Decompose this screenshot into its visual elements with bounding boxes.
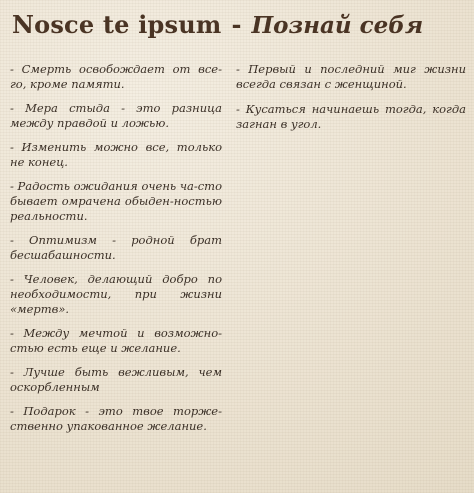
title-latin: Nosce te ipsum (12, 10, 222, 39)
aphorism-item: - Первый и последний миг жизни всегда связан с женщиной. (236, 62, 466, 91)
aphorism-item: - Человек, делающий добро по необходимости, при жизни «мертв». (10, 272, 222, 316)
aphorism-item: - Лучше быть вежливым, чем оскорбленным (10, 365, 222, 394)
aphorism-item: - Смерть освобождает от все-го, кроме памяти. (10, 62, 222, 91)
title-russian: Познай себя (251, 12, 424, 39)
aphorism-columns (10, 62, 464, 487)
aphorism-item: - Кусаться начинаешь тогда, когда загнан в угол. (236, 102, 466, 131)
left-column (10, 62, 222, 443)
page-title (12, 10, 462, 50)
aphorism-item: - Подарок - это твое торже-ственно упакованное желание. (10, 404, 222, 433)
title-dash: - (231, 10, 242, 39)
aphorism-item: - Радость ожидания очень ча-сто бывает омрачена обыден-ностью реальности. (10, 179, 222, 223)
aphorism-item: - Оптимизм - родной брат бесшабашности. (10, 233, 222, 262)
aphorism-item: - Мера стыда - это разница между правдой и ложью. (10, 101, 222, 130)
right-column (236, 62, 466, 142)
aphorism-item: - Изменить можно все, только не конец. (10, 140, 222, 169)
aphorism-item: - Между мечтой и возможно-стью есть еще и желание. (10, 326, 222, 355)
